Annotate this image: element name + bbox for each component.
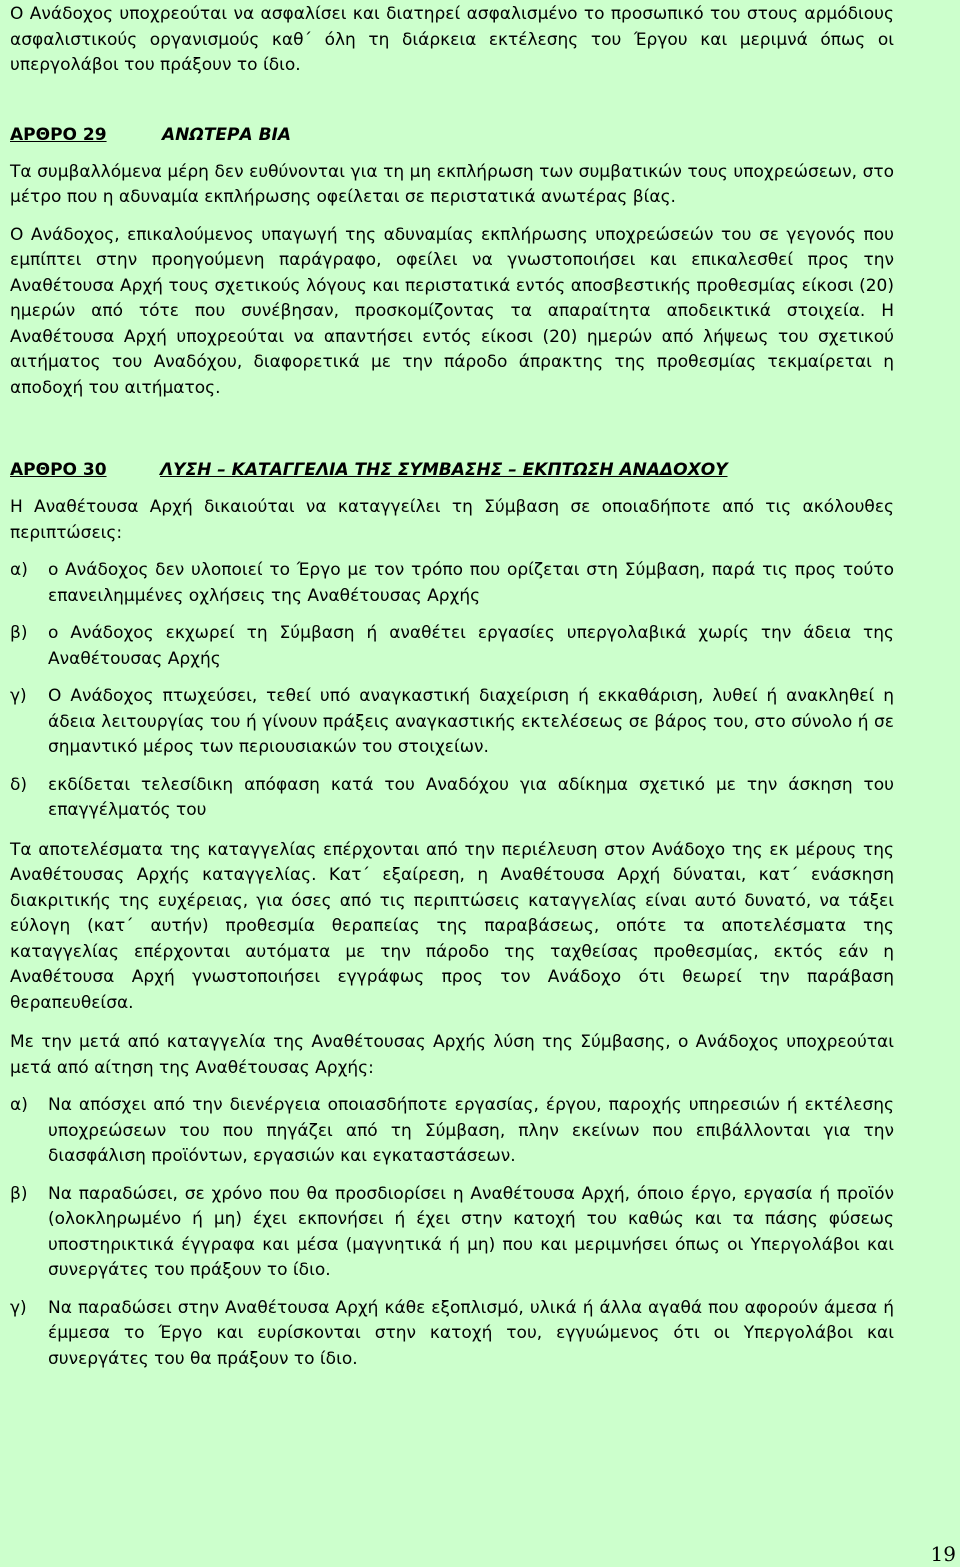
termination-case bbox=[10, 773, 894, 824]
case-label: β) bbox=[10, 623, 28, 643]
article-29-title: ΑΝΩΤΕΡΑ ΒΙΑ bbox=[162, 124, 292, 145]
article-30-heading bbox=[10, 458, 894, 483]
obligation-label: β) bbox=[10, 1183, 28, 1204]
article-29-heading bbox=[10, 123, 894, 148]
article-29-number: ΑΡΘΡΟ 29 bbox=[10, 124, 107, 145]
termination-case bbox=[10, 684, 894, 761]
termination-case bbox=[10, 558, 894, 609]
article-30-lead: Η Αναθέτουσα Αρχή δικαιούται να καταγγείλει τη Σύμβαση σε οποιαδήποτε από τις ακόλουθες περιπτώσεις: bbox=[10, 497, 894, 543]
case-text: εκδίδεται τελεσίδικη απόφαση κατά του Αναδόχου για αδίκημα σχετικό με την άσκηση του επαγγέλματός του bbox=[48, 774, 894, 820]
case-text: ο Ανάδοχος δεν υλοποιεί το Έργο με τον τρόπο που ορίζεται στη Σύμβαση, παρά τις προς τούτο επανειλημμένες οχλήσεις της Αναθέτουσας Αρχής bbox=[48, 560, 894, 606]
obligations-lead: Με την μετά από καταγγελία της Αναθέτουσας Αρχής λύση της Σύμβασης, ο Ανάδοχος υποχρεούται μετά από αίτηση της Αναθέτουσας Αρχής: bbox=[10, 1032, 894, 1078]
case-text: Ο Ανάδοχος πτωχεύσει, τεθεί υπό αναγκαστική διαχείριση ή εκκαθάριση, λυθεί ή ανακληθεί η άδεια λειτουργίας του ή γίνουν πράξεις αναγκαστικής εκτελέσεως σε βάρος του, στο σύνολο ή σε σημαντικό μέρος των περιουσιακών του στοιχείων. bbox=[48, 686, 894, 757]
obligation-item bbox=[10, 1296, 894, 1373]
obligation-label: α) bbox=[10, 1095, 28, 1115]
obligation-item bbox=[10, 1182, 894, 1284]
termination-effects-paragraph: Τα αποτελέσματα της καταγγελίας επέρχονται από την περιέλευση στον Ανάδοχο της εκ μέρους της Αναθέτουσας Αρχής καταγγελίας. Κατ΄ εξαίρεση, η Αναθέτουσα Αρχή δύναται, κατ΄ ενάσκηση διακριτικής της ευχέρειας, για όσες από τις περιπτώσεις καταγγελίας είναι αυτό δυνατό, να τάξει εύλογη (κατ΄ αυτήν) προθεσμία θεραπείας της παραβάσεως, οπότε τα αποτελέσματα της καταγγελίας επέρχονται αυτόματα με την πάροδο της ταχθείσας προθεσμίας, εκτός εάν η Αναθέτουσα Αρχή γνωστοποιήσει εγγράφως προς τον Ανάδοχο ότι θεωρεί την παράβαση θεραπευθείσα. bbox=[10, 839, 894, 1013]
intro-paragraph: Ο Ανάδοχος υποχρεούται να ασφαλίσει και διατηρεί ασφαλισμένο το προσωπικό του στους αρμόδιους ασφαλιστικούς οργανισμούς καθ΄ όλη τη διάρκεια εκτέλεσης του Έργου και μεριμνά όπως οι υπεργολάβοι του πράξουν το ίδιο. bbox=[10, 4, 894, 75]
article-30-title: ΛΥΣΗ – ΚΑΤΑΓΓΕΛΙΑ ΤΗΣ ΣΥΜΒΑΣΗΣ – ΕΚΠΤΩΣΗ ΑΝΑΔΟΧΟΥ bbox=[160, 460, 728, 480]
termination-case bbox=[10, 621, 894, 672]
article-29-paragraph: Τα συμβαλλόμενα μέρη δεν ευθύνονται για τη μη εκπλήρωση των συμβατικών τους υποχρεώσεων, στο μέτρο που η αδυναμία εκπλήρωσης οφείλεται σε περιστατικά ανωτέρας βίας. bbox=[10, 161, 894, 207]
obligation-label: γ) bbox=[10, 1297, 27, 1318]
article-30-number: ΑΡΘΡΟ 30 bbox=[10, 460, 107, 480]
document-body bbox=[10, 0, 894, 1372]
case-text: ο Ανάδοχος εκχωρεί τη Σύμβαση ή αναθέτει εργασίες υπεργολαβικά χωρίς την άδεια της Αναθέτουσας Αρχής bbox=[48, 623, 894, 669]
obligation-text: Να παραδώσει στην Αναθέτουσα Αρχή κάθε εξοπλισμό, υλικά ή άλλα αγαθά που αφορούν άμεσα ή έμμεσα το Έργο και ευρίσκονται στην κατοχή του, εγγυώμενος ότι οι Υπεργολάβοι και συνεργάτες του θα πράξουν το ίδιο. bbox=[48, 1297, 894, 1369]
case-label: γ) bbox=[10, 686, 27, 706]
case-label: δ) bbox=[10, 774, 28, 795]
article-29-paragraph: Ο Ανάδοχος, επικαλούμενος υπαγωγή της αδυναμίας εκπλήρωσης υποχρεώσεών του σε γεγονός που εμπίπτει στην προηγούμενη παράγραφο, οφείλει να γνωστοποιήσει και επικαλεσθεί προς την Αναθέτουσα Αρχή τους σχετικούς λόγους και περιστατικά εντός αποσβεστικής προθεσμίας είκοσι (20) ημερών από τότε που συνέβησαν, προσκομίζοντας τα απαραίτητα αποδεικτικά στοιχεία. Η Αναθέτουσα Αρχή υποχρεούται να απαντήσει εντός είκοσι (20) ημερών από λήψεως του σχετικού αιτήματος του Αναδόχου, διαφορετικά με την πάροδο άπρακτης της προθεσμίας τεκμαίρεται η αποδοχή του αιτήματος. bbox=[10, 224, 894, 398]
obligation-text: Να απόσχει από την διενέργεια οποιασδήποτε εργασίας, έργου, παροχής υπηρεσιών ή εκτέλεσης υποχρεώσεων του που πηγάζει από τη Σύμβαση, πλην εκείνων που επιβάλλονται για την διασφάλιση προϊόντων, εργασιών και εγκαταστάσεων. bbox=[48, 1095, 894, 1166]
case-label: α) bbox=[10, 560, 28, 580]
obligation-text: Να παραδώσει, σε χρόνο που θα προσδιορίσει η Αναθέτουσα Αρχή, όποιο έργο, εργασία ή προϊόν (ολοκληρωμένο ή μη) έχει εκπονήσει ή έχει στην κατοχή του καθώς και τα πάσης φύσεως υποστηρικτικά έγγραφα και μέσα (μαγνητικά ή μη) που και μεριμνήσει όπως οι Υπεργολάβοι και συνεργάτες του πράξουν το ίδιο. bbox=[48, 1183, 894, 1280]
page-number: 19 bbox=[930, 1542, 956, 1566]
obligation-item bbox=[10, 1093, 894, 1170]
